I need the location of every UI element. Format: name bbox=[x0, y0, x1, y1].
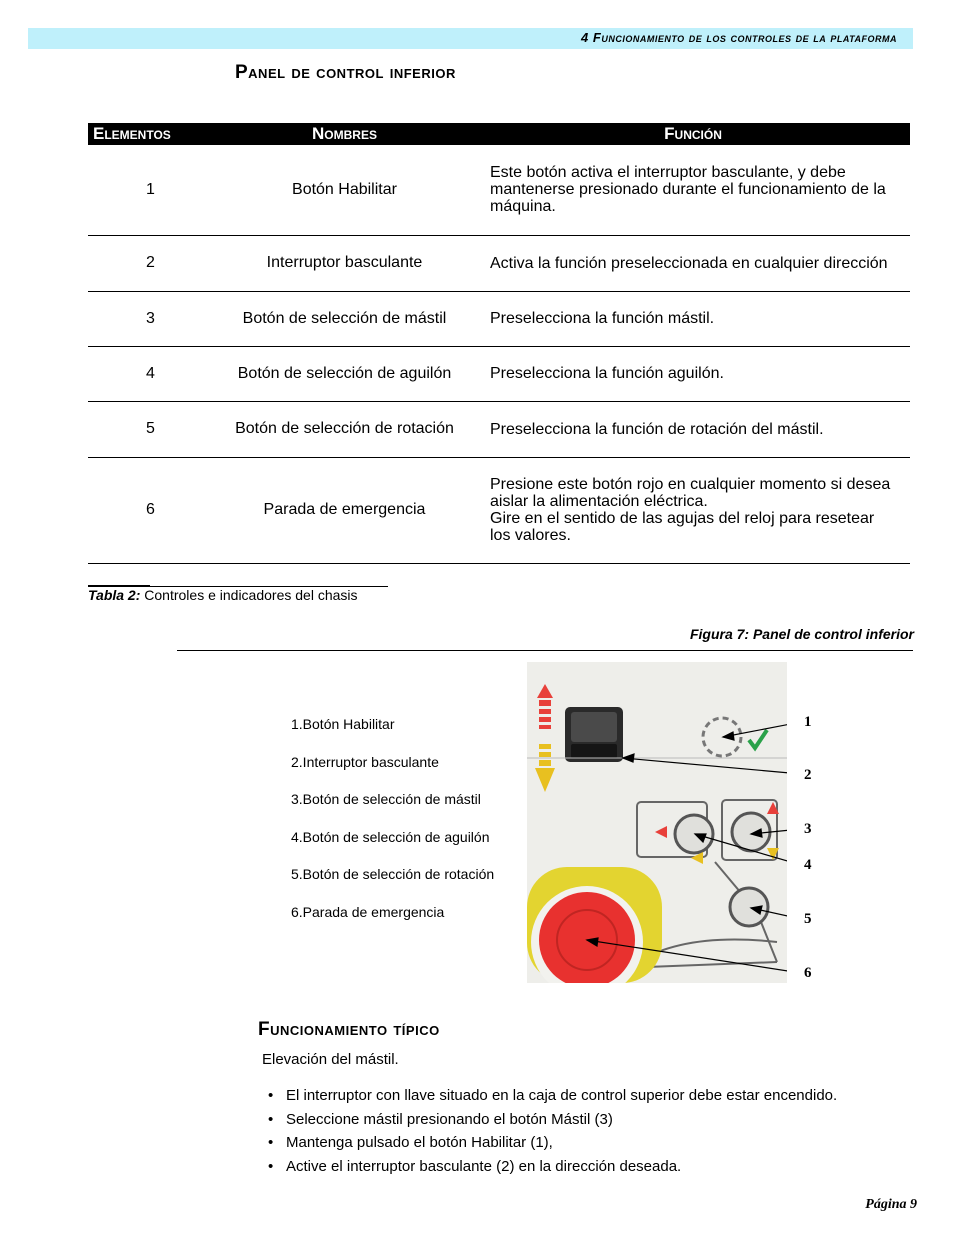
callout-number: 2 bbox=[804, 767, 812, 783]
function-line: aislar la alimentación eléctrica. bbox=[490, 493, 708, 510]
table-row bbox=[88, 145, 910, 235]
legend-item: 1.Botón Habilitar bbox=[291, 716, 395, 732]
callout-number: 4 bbox=[804, 857, 812, 873]
function-line: Este botón activa el interruptor basculante, y debe bbox=[490, 164, 846, 182]
chapter-header-band bbox=[28, 28, 913, 49]
row-function bbox=[476, 235, 910, 291]
row-number: 5 bbox=[88, 401, 213, 457]
section-title-typical: Funcionamiento típico bbox=[258, 1019, 440, 1040]
row-number: 3 bbox=[88, 291, 213, 346]
function-line: Preselecciona la función aguilón. bbox=[490, 365, 724, 382]
function-line: Preselecciona la función de rotación del mástil. bbox=[490, 420, 824, 438]
callout-number: 5 bbox=[804, 911, 812, 927]
function-line: Gire en el sentido de las agujas del reloj para resetear bbox=[490, 510, 875, 527]
caption-label: Tabla 2: bbox=[88, 587, 141, 603]
table-row bbox=[88, 401, 910, 457]
row-function bbox=[476, 401, 910, 457]
page-number: Página 9 bbox=[865, 1197, 917, 1212]
row-function bbox=[476, 145, 910, 235]
table-header-funcion: Función bbox=[476, 123, 910, 145]
list-item: • Mantenga pulsado el botón Habilitar (1), bbox=[268, 1134, 837, 1158]
callout-number: 1 bbox=[804, 714, 812, 730]
table-row bbox=[88, 346, 910, 401]
legend-item: 6.Parada de emergencia bbox=[291, 903, 445, 920]
emergency-stop-icon bbox=[527, 867, 662, 983]
function-line: Presione este botón rojo en cualquier momento si desea bbox=[490, 476, 891, 493]
table-caption bbox=[88, 587, 358, 603]
row-number: 6 bbox=[88, 457, 213, 563]
table-header-nombres: Nombres bbox=[213, 123, 476, 145]
legend-item: 5.Botón de selección de rotación bbox=[291, 866, 495, 882]
row-number: 4 bbox=[88, 346, 213, 401]
rocker-switch-icon bbox=[565, 707, 623, 762]
list-item: • Seleccione mástil presionando el botón Mástil (3) bbox=[268, 1111, 837, 1135]
row-name: Botón de selección de mástil bbox=[213, 291, 476, 346]
row-number: 2 bbox=[88, 235, 213, 291]
intro-paragraph: Elevación del mástil. bbox=[262, 1051, 399, 1068]
table-row bbox=[88, 291, 910, 346]
table-row bbox=[88, 235, 910, 291]
table-row bbox=[88, 457, 910, 563]
row-name: Interruptor basculante bbox=[213, 235, 476, 291]
function-line: Preselecciona la función mástil. bbox=[490, 310, 715, 327]
row-function bbox=[476, 457, 910, 563]
legend-item: 4.Botón de selección de aguilón bbox=[291, 828, 490, 845]
function-line: Activa la función preseleccionada en cualquier dirección bbox=[490, 254, 888, 272]
steps-list bbox=[268, 1087, 837, 1181]
caption-text: Controles e indicadores del chasis bbox=[140, 587, 358, 603]
callout-number: 3 bbox=[804, 821, 812, 837]
row-number: 1 bbox=[88, 145, 213, 235]
row-name: Parada de emergencia bbox=[213, 457, 476, 563]
list-item: • Active el interruptor basculante (2) en la dirección deseada. bbox=[268, 1158, 837, 1182]
control-panel-photo bbox=[527, 662, 787, 983]
table-header-elementos: Elementos bbox=[88, 123, 213, 145]
legend-item: 2.Interruptor basculante bbox=[291, 753, 439, 770]
row-name: Botón de selección de rotación bbox=[213, 401, 476, 457]
figure-rule bbox=[177, 650, 913, 651]
section-title-panel: Panel de control inferior bbox=[235, 62, 456, 83]
row-function bbox=[476, 346, 910, 401]
legend-item: 3.Botón de selección de mástil bbox=[291, 791, 481, 807]
figure-title: Figura 7: Panel de control inferior bbox=[689, 626, 914, 642]
function-line: los valores. bbox=[490, 527, 571, 544]
callout-number: 6 bbox=[804, 965, 812, 981]
function-line: mantenerse presionado durante el funcionamiento de la bbox=[490, 181, 886, 199]
figure-legend bbox=[291, 716, 494, 941]
row-name: Botón Habilitar bbox=[213, 145, 476, 235]
function-line: máquina. bbox=[490, 198, 556, 216]
row-name: Botón de selección de aguilón bbox=[213, 346, 476, 401]
chapter-header: 4 Funcionamiento de los controles de la plataforma bbox=[581, 30, 897, 45]
row-function bbox=[476, 291, 910, 346]
table-header-row bbox=[88, 123, 910, 145]
list-item: • El interruptor con llave situado en la caja de control superior debe estar encendido. bbox=[268, 1087, 837, 1111]
controls-table bbox=[88, 123, 910, 564]
